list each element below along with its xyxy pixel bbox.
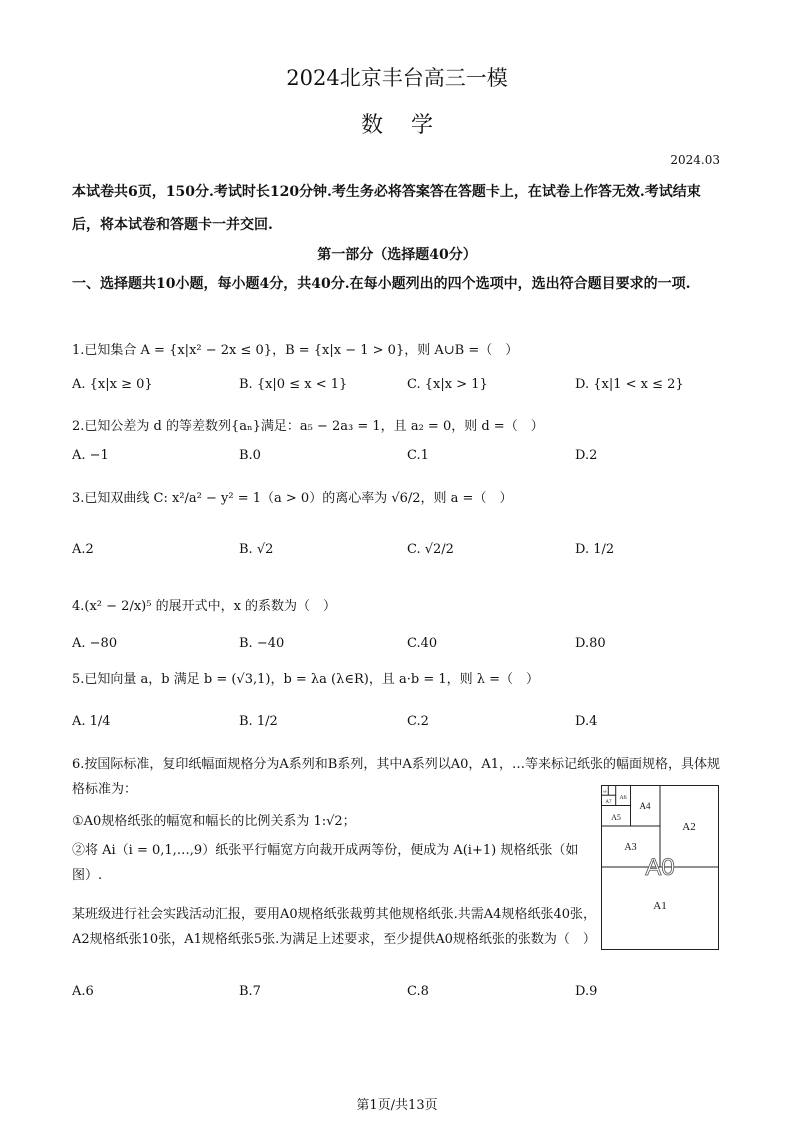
exam-subject: 数学	[360, 113, 461, 138]
exam-date: 2024.03	[670, 153, 720, 167]
question-5-stem: 5.已知向量 a，b 满足 b = (√3,1)，b = λa (λ∈R)，且 a·b = 1，则 λ =（ ）	[72, 672, 540, 687]
question-3-stem: 3.已知双曲线 C: x²/a² − y² = 1（a > 0）的离心率为 √6/2，则 a =（ ）	[72, 491, 513, 506]
figure-label-a5: A5	[611, 813, 621, 822]
question-1-option-b: B. {x|0 ≤ x < 1}	[239, 377, 348, 392]
question-2-option-b: B.0	[239, 448, 261, 463]
question-1-option-d: D. {x|1 < x ≤ 2}	[575, 377, 684, 392]
page-footer: 第1页/共13页	[356, 1098, 438, 1113]
figure-label-a0: A0	[645, 854, 675, 881]
question-4-option-d: D.80	[575, 636, 606, 651]
question-2-option-a: A. −1	[72, 448, 109, 463]
figure-label-a1: A1	[653, 900, 667, 912]
question-6-option-a: A.6	[72, 984, 94, 999]
section-one-instructions: 一、选择题共10小题，每小题4分，共40分.在每小题列出的四个选项中，选出符合题目要求的一项.	[72, 276, 691, 292]
figure-label-a4: A4	[639, 801, 651, 811]
question-6-rule-1: ①A0规格纸张的幅宽和幅长的比例关系为 1:√2；	[72, 814, 356, 829]
question-3-option-b: B. √2	[239, 542, 274, 557]
figure-label-a6: A6	[619, 795, 627, 801]
question-5-option-b: B. 1/2	[239, 714, 278, 729]
question-4-option-a: A. −80	[72, 636, 118, 651]
exam-notice: 本试卷共6页，150分.考试时长120分钟.考生务必将答案答在答题卡上，在试卷上作答无效.考试结束后，将本试卷和答题卡一并交回.	[72, 184, 701, 233]
question-2-option-c: C.1	[407, 448, 429, 463]
question-2-option-d: D.2	[575, 448, 598, 463]
question-3-option-c: C. √2/2	[407, 542, 454, 557]
exam-title: 2024北京丰台高三一模	[286, 66, 508, 90]
question-6-body: 某班级进行社会实践活动汇报，要用A0规格纸张裁剪其他规格纸张.共需A4规格纸张40张，A2规格纸张10张，A1规格纸张5张.为满足上述要求，至少提供A0规格纸张的张数为（ ）	[72, 907, 596, 947]
question-1-option-a: A. {x|x ≥ 0}	[72, 377, 153, 392]
question-6-stem: 6.按国际标准，复印纸幅面规格分为A系列和B系列，其中A系列以A0，A1，…等来标记纸张的幅面规格，具体规格标准为：	[72, 757, 721, 797]
question-5-option-a: A. 1/4	[72, 714, 111, 729]
question-4-stem: 4.(x² − 2/x)⁵ 的展开式中，x 的系数为（ ）	[72, 599, 337, 614]
question-6-option-c: C.8	[407, 984, 429, 999]
figure-label-a2: A2	[682, 821, 696, 833]
figure-label-a3: A3	[624, 842, 637, 853]
question-3-option-d: D. 1/2	[575, 542, 615, 557]
question-5-option-d: D.4	[575, 714, 598, 729]
part-one-title: 第一部分（选择题40分）	[317, 247, 477, 263]
question-1-stem: 1.已知集合 A = {x|x² − 2x ≤ 0}，B = {x|x − 1 > 0}，则 A∪B =（ ）	[72, 343, 519, 358]
question-4-option-c: C.40	[407, 636, 438, 651]
question-4-option-b: B. −40	[239, 636, 285, 651]
question-6-option-b: B.7	[239, 984, 261, 999]
question-6-option-d: D.9	[575, 984, 598, 999]
question-3-option-a: A.2	[72, 542, 94, 557]
question-1-option-c: C. {x|x > 1}	[407, 377, 488, 392]
figure-label-a7: A7	[605, 800, 612, 805]
question-5-option-c: C.2	[407, 714, 429, 729]
question-2-stem: 2.已知公差为 d 的等差数列{aₙ}满足：a₅ − 2a₃ = 1，且 a₂ = 0，则 d =（ ）	[72, 419, 544, 434]
question-6-rule-2: ②将 Ai（i = 0,1,…,9）纸张平行幅宽方向裁开成两等份，便成为 A(i+1) 规格纸张（如图）.	[72, 843, 579, 883]
paper-size-figure	[601, 785, 719, 950]
figure-label-a8: A8	[602, 789, 607, 794]
